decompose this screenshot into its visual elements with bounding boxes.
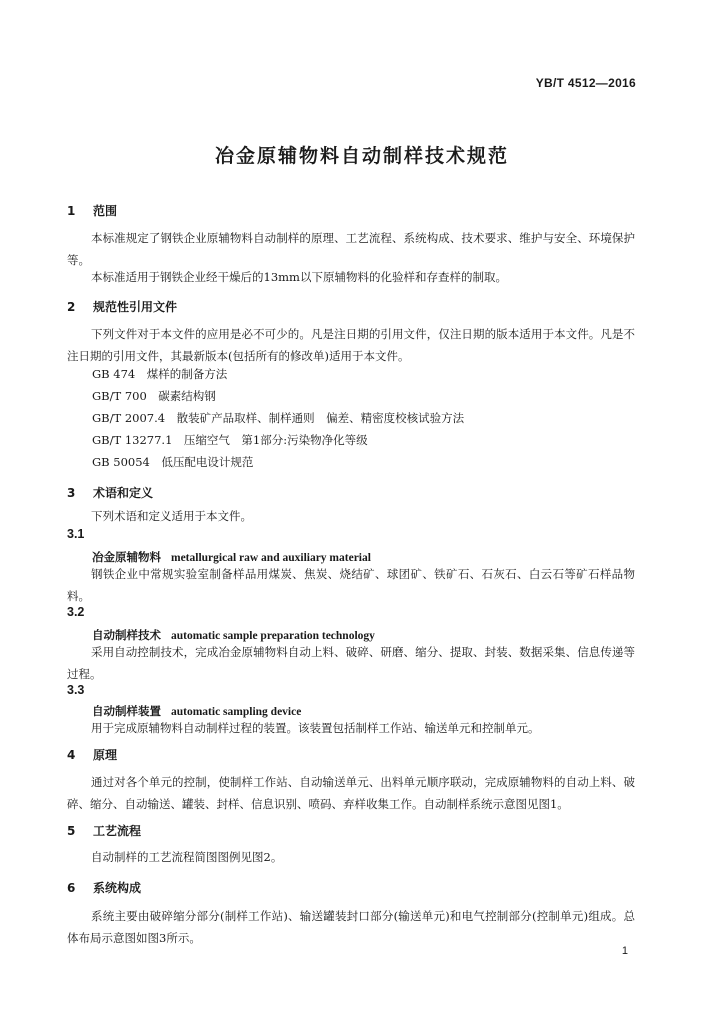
page-number: 1 bbox=[621, 945, 628, 957]
reference-code: GB/T 700 bbox=[92, 389, 147, 403]
section-1-paragraph-1: 本标准规定了钢铁企业原辅物料自动制样的原理、工艺流程、系统构成、技术要求、维护与安全、环境保护等。 bbox=[67, 231, 635, 267]
term-en: metallurgical raw and auxiliary material bbox=[171, 552, 371, 564]
reference-item bbox=[92, 432, 368, 448]
section-5-heading bbox=[67, 822, 141, 839]
document-title: 冶金原辅物料自动制样技术规范 bbox=[214, 145, 509, 167]
reference-name: 低压配电设计规范 bbox=[161, 455, 254, 469]
term-en: automatic sampling device bbox=[171, 706, 302, 718]
section-title: 工艺流程 bbox=[93, 824, 142, 838]
term-definition: 采用自动控制技术，完成冶金原辅物料自动上料、破碎、研磨、缩分、提取、封装、数据采集、信息传递等过程。 bbox=[67, 645, 635, 681]
section-number: 2 bbox=[67, 300, 76, 314]
term-en: automatic sample preparation technology bbox=[171, 630, 375, 642]
section-2-heading bbox=[67, 298, 177, 315]
reference-code: GB 50054 bbox=[92, 455, 150, 469]
section-number: 3 bbox=[67, 486, 76, 500]
section-title: 术语和定义 bbox=[93, 486, 154, 500]
section-1-paragraph-2: 本标准适用于钢铁企业经干燥后的13mm以下原辅物料的化验样和存查样的制取。 bbox=[91, 270, 507, 284]
section-4-paragraph-1: 通过对各个单元的控制，使制样工作站、自动输送单元、出料单元顺序联动，完成原辅物料的自动上料、破碎、缩分、自动输送、罐装、封样、信息识别、喷码、弃样收集工作。自动制样系统示意图见图1。 bbox=[67, 775, 635, 811]
standard-id: YB/T 4512—2016 bbox=[535, 76, 636, 90]
reference-name: 压缩空气 第1部分:污染物净化等级 bbox=[183, 433, 368, 447]
reference-name: 煤样的制备方法 bbox=[146, 367, 228, 381]
section-3-intro: 下列术语和定义适用于本文件。 bbox=[91, 509, 252, 523]
section-1-heading bbox=[67, 202, 117, 219]
section-6-paragraph-1: 系统主要由破碎缩分部分(制样工作站)、输送罐装封口部分(输送单元)和电气控制部分(控制单元)组成。总体布局示意图如图3所示。 bbox=[67, 909, 635, 945]
reference-code: GB 474 bbox=[92, 367, 136, 381]
reference-code: GB/T 13277.1 bbox=[92, 433, 173, 447]
reference-name: 碳素结构钢 bbox=[158, 389, 216, 403]
section-5-paragraph-1: 自动制样的工艺流程简图图例见图2。 bbox=[91, 850, 283, 864]
term-definition: 用于完成原辅物料自动制样过程的装置。该装置包括制样工作站、输送单元和控制单元。 bbox=[91, 721, 540, 735]
term-cn: 自动制样装置 bbox=[92, 704, 161, 718]
section-number: 1 bbox=[67, 204, 76, 218]
section-title: 原理 bbox=[93, 748, 118, 762]
reference-name: 散装矿产品取样、制样通则 偏差、精密度校核试验方法 bbox=[176, 411, 465, 425]
reference-item bbox=[92, 388, 216, 404]
section-2-paragraph-1: 下列文件对于本文件的应用是必不可少的。凡是注日期的引用文件，仅注日期的版本适用于本文件。凡是不注日期的引用文件，其最新版本(包括所有的修改单)适用于本文件。 bbox=[67, 327, 635, 363]
term-number: 3.3 bbox=[67, 683, 85, 697]
section-title: 规范性引用文件 bbox=[93, 300, 178, 314]
section-6-heading bbox=[67, 879, 141, 896]
term-cn: 自动制样技术 bbox=[92, 628, 161, 642]
term-definition: 钢铁企业中常规实验室制备样品用煤炭、焦炭、烧结矿、球团矿、铁矿石、石灰石、白云石等矿石样品物料。 bbox=[67, 567, 635, 603]
term-number: 3.2 bbox=[67, 605, 85, 619]
section-number: 6 bbox=[67, 881, 76, 895]
section-3-heading bbox=[67, 484, 153, 501]
term-number: 3.1 bbox=[67, 527, 85, 541]
section-4-heading bbox=[67, 746, 117, 763]
section-title: 系统构成 bbox=[93, 881, 142, 895]
section-title: 范围 bbox=[93, 204, 118, 218]
section-number: 4 bbox=[67, 748, 76, 762]
term-cn: 冶金原辅物料 bbox=[92, 550, 161, 564]
reference-code: GB/T 2007.4 bbox=[92, 411, 166, 425]
reference-item bbox=[92, 454, 253, 470]
reference-item bbox=[92, 410, 464, 426]
reference-item bbox=[92, 366, 227, 382]
section-number: 5 bbox=[67, 824, 76, 838]
